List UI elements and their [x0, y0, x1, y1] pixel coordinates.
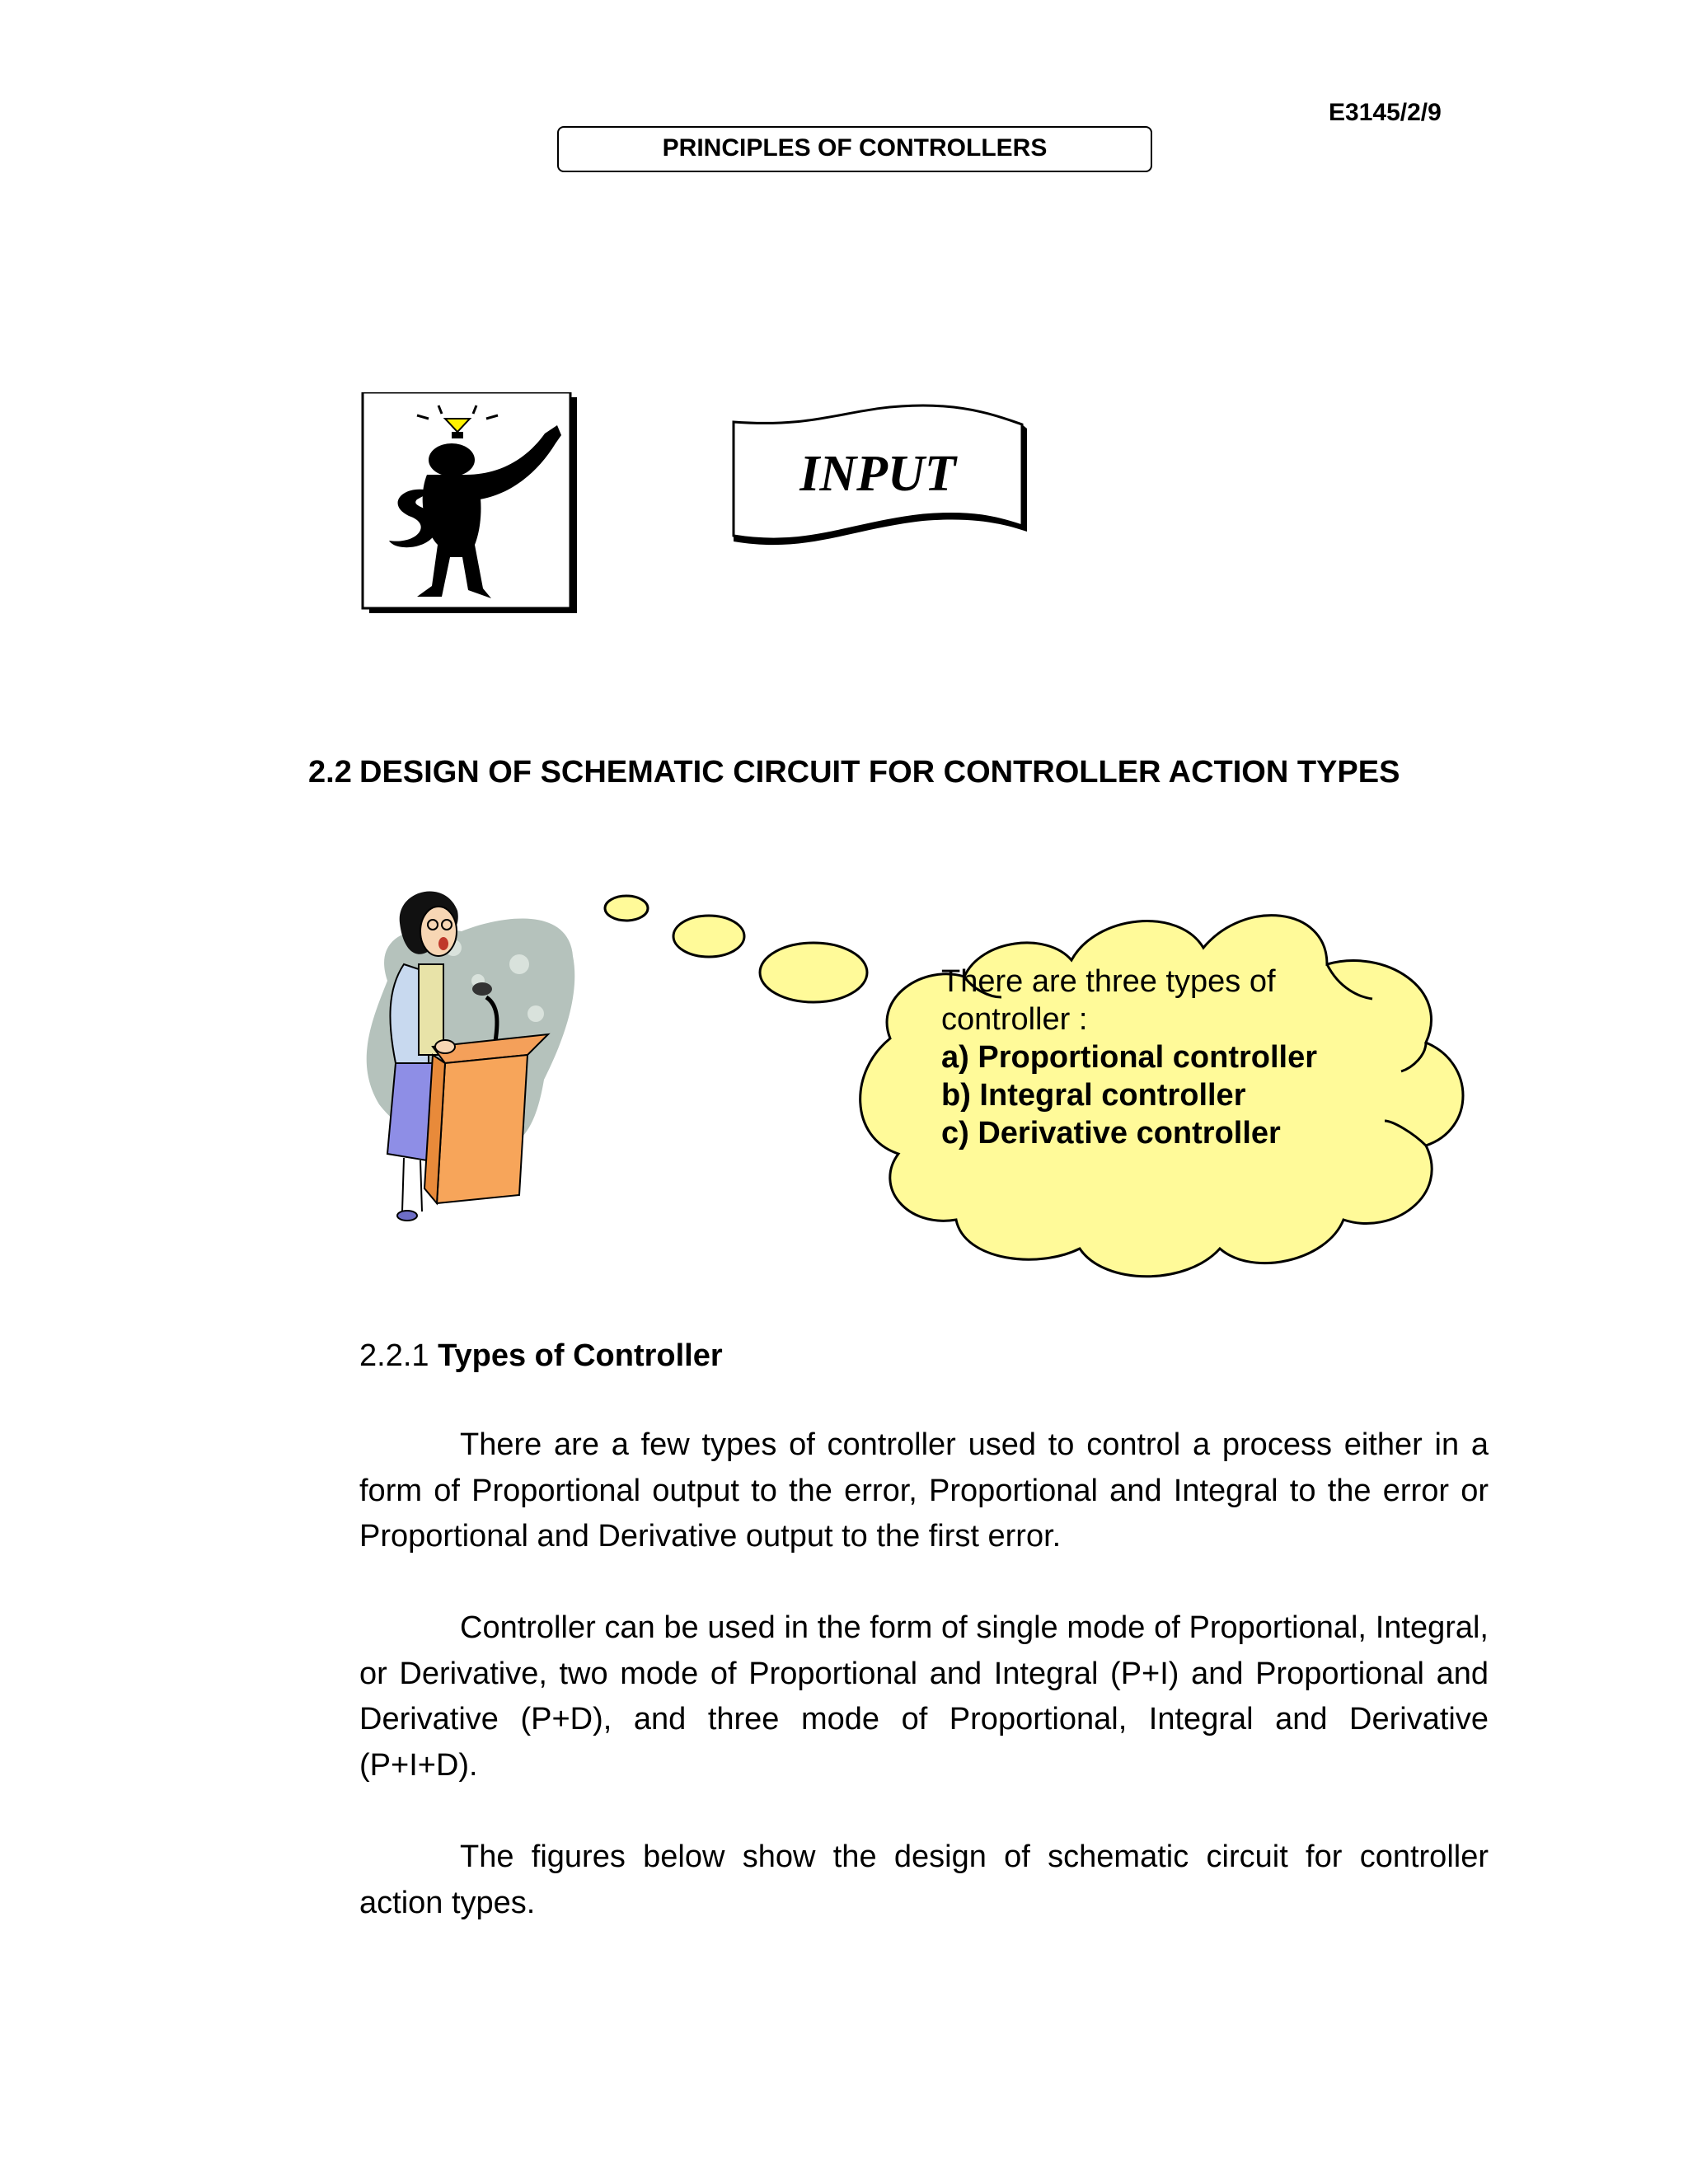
cloud-item-derivative: c) Derivative controller: [941, 1116, 1281, 1151]
subsection-heading: [359, 1338, 723, 1374]
paragraph-types-intro: There are a few types of controller used to control a process either in a form of Proportional output to the error, Proportional and Integral to the error or Proportional and Derivative output to the first error.: [359, 1427, 1489, 1554]
page-code: E3145/2/9: [1329, 99, 1442, 126]
section-number: 2.2: [308, 755, 352, 790]
section-heading: [308, 755, 1400, 790]
thought-cloud-text: [941, 963, 1370, 1152]
subsection-title: Types of Controller: [438, 1338, 723, 1373]
paragraph-modes: Controller can be used in the form of single mode of Proportional, Integral, or Derivative, two mode of Proportional and Integral (P+I) and Proportional and Derivative (P+D), and three mode of Proportional, Integral and Derivative (P+I+D).: [359, 1610, 1489, 1783]
page-title: PRINCIPLES OF CONTROLLERS: [557, 126, 1152, 172]
paragraph-figures-note: The figures below show the design of schematic circuit for controller action types.: [359, 1840, 1489, 1920]
input-label: INPUT: [799, 446, 956, 502]
subsection-number: 2.2.1: [359, 1338, 429, 1373]
speaker-at-podium-icon: [354, 882, 585, 1236]
cloud-intro-line-2: controller :: [941, 1002, 1088, 1037]
thinking-figure-icon: [359, 392, 582, 620]
section-title: DESIGN OF SCHEMATIC CIRCUIT FOR CONTROLLER ACTION TYPES: [359, 755, 1400, 790]
cloud-intro-line-1: There are three types of: [941, 964, 1276, 999]
cloud-item-proportional: a) Proportional controller: [941, 1040, 1318, 1075]
cloud-item-integral: b) Integral controller: [941, 1078, 1246, 1113]
